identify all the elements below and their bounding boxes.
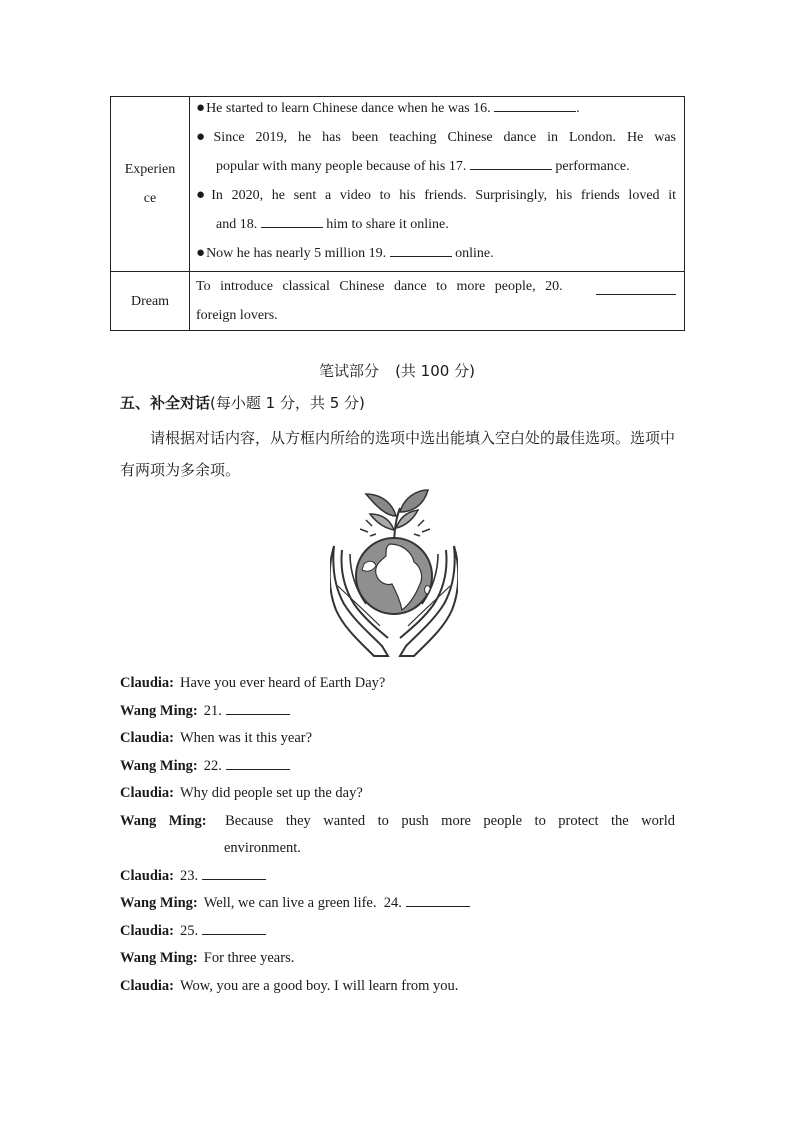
speaker: Wang Ming: — [120, 757, 198, 774]
info-table — [110, 96, 685, 331]
bullet-2-line1: ●Since 2019, he has been teaching Chinese dance in London. He was — [196, 129, 676, 145]
dialogue — [120, 670, 675, 1000]
blank-25[interactable] — [202, 920, 266, 935]
experience-row — [111, 97, 685, 272]
speaker: Claudia: — [120, 922, 174, 939]
instruction: 请根据对话内容，从方框内所给的选项中选出能填入空白处的最佳选项。选项中有两项为多余项。 — [120, 429, 676, 479]
blank-22[interactable] — [226, 755, 290, 770]
blank-18[interactable] — [261, 213, 323, 228]
blank-16[interactable] — [494, 97, 576, 112]
dialogue-line: Wang Ming: For three years. — [120, 950, 295, 966]
speaker: Wang Ming: — [120, 812, 207, 829]
speaker: Claudia: — [120, 730, 174, 746]
section-score: (共 100 分) — [395, 362, 475, 380]
bullet-3-line2: and 18. him to share it online. — [196, 210, 676, 239]
dream-line1: To introduce classical Chinese dance to more people, 20. — [196, 272, 676, 301]
experience-label-line1: Experien — [124, 162, 176, 177]
bullet-icon: ● — [196, 187, 211, 203]
speaker: Claudia: — [120, 675, 174, 691]
dialogue-line: Wang Ming: 22. — [120, 753, 675, 781]
speaker: Wang Ming: — [120, 895, 198, 911]
dialogue-line: Claudia: 23. — [120, 863, 675, 891]
speaker: Claudia: — [120, 867, 174, 884]
bullet-icon: ● — [196, 129, 213, 145]
experience-label-line2: ce — [143, 191, 157, 206]
speaker: Wang Ming: — [120, 950, 198, 966]
dialogue-continuation: environment. — [224, 840, 301, 856]
dialogue-line: Claudia: Why did people set up the day? — [120, 785, 363, 801]
blank-24[interactable] — [406, 892, 470, 907]
blank-20[interactable] — [596, 280, 676, 295]
speaker: Claudia: — [120, 785, 174, 801]
dream-row — [111, 272, 685, 331]
blank-23[interactable] — [202, 865, 266, 880]
dialogue-line: Claudia: Have you ever heard of Earth Day? — [120, 675, 386, 691]
section-heading: 五、补全对话(每小题 1 分，共 5 分) — [120, 394, 365, 412]
bullet-icon: ● — [196, 100, 206, 116]
experience-content — [190, 97, 685, 272]
bullet-icon: ● — [196, 245, 206, 261]
dialogue-line: Wang Ming: 21. — [120, 698, 675, 726]
blank-19[interactable] — [390, 242, 452, 257]
dream-content — [190, 272, 685, 331]
dialogue-line: Wang Ming: Because they wanted to push more people to protect the world — [120, 812, 676, 829]
bullet-2-line2: popular with many people because of his 17. performance. — [196, 152, 676, 181]
dialogue-line: Claudia: When was it this year? — [120, 730, 313, 746]
blank-17[interactable] — [470, 155, 552, 170]
section-title: 笔试部分 (共 100 分) — [319, 362, 475, 380]
dream-label: Dream — [111, 272, 190, 331]
dialogue-line: Wang Ming: Well, we can live a green life. 24. — [120, 890, 675, 918]
bullet-1: ●He started to learn Chinese dance when he was 16. . — [196, 94, 676, 123]
experience-label — [111, 97, 190, 272]
dialogue-line: Claudia: 25. — [120, 918, 675, 946]
bullet-4: ●Now he has nearly 5 million 19. online. — [196, 239, 676, 268]
speaker: Claudia: — [120, 977, 174, 994]
dialogue-line: Claudia: Wow, you are a good boy. I will learn from you. — [120, 977, 459, 994]
bullet-3-line1: ●In 2020, he sent a video to his friends. Surprisingly, his friends loved it — [196, 187, 677, 203]
heading-note: (每小题 1 分，共 5 分) — [210, 394, 365, 412]
speaker: Wang Ming: — [120, 702, 198, 719]
earth-in-hands-illustration — [330, 486, 458, 658]
blank-21[interactable] — [226, 700, 290, 715]
dream-line2: foreign lovers. — [196, 308, 278, 323]
